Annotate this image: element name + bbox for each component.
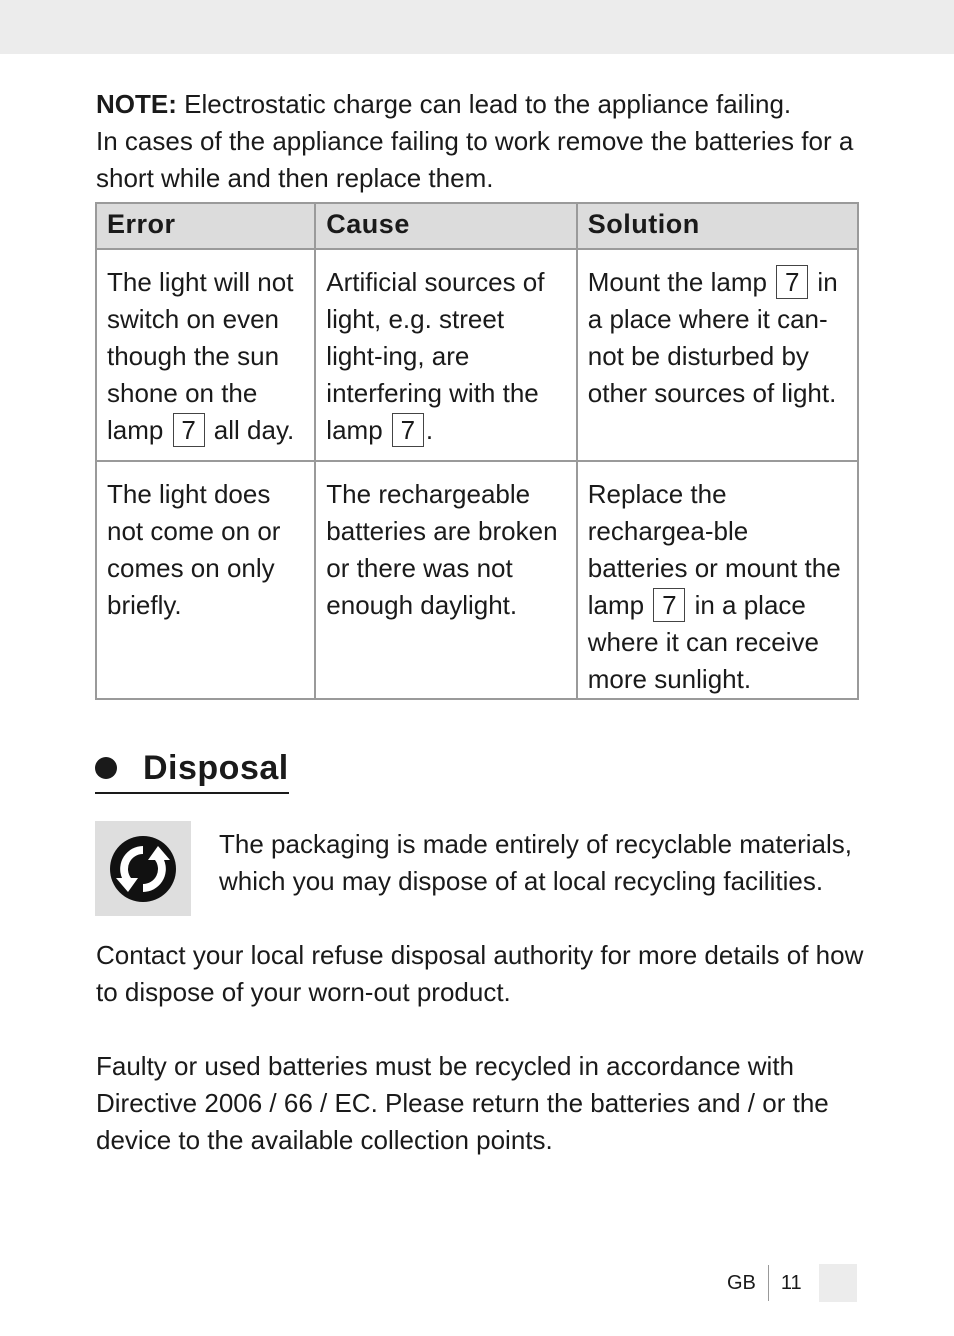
note-line2: In cases of the appliance failing to work remove the batteries for a short while and then replace them. xyxy=(96,126,854,193)
table-row xyxy=(96,461,858,699)
part-reference: 7 xyxy=(776,265,808,299)
cause-text: The rechargeable batteries are broken or there was not enough daylight. xyxy=(326,479,558,620)
solution-cell xyxy=(577,249,858,461)
solution-text-end: in a place where it can receive more sunlight. xyxy=(587,590,819,694)
header-cause: Cause xyxy=(315,203,576,249)
note-paragraph xyxy=(96,86,876,197)
page-number: 11 xyxy=(780,1272,802,1294)
disposal-heading xyxy=(95,744,289,794)
table-header-row xyxy=(96,203,858,249)
recycle-icon xyxy=(95,821,191,916)
solution-text-end: in a place where it can-not be disturbed by other sources of light. xyxy=(587,267,838,408)
note-label: NOTE: xyxy=(96,89,177,119)
footer-language: GB xyxy=(727,1265,769,1301)
disposal-heading-text: Disposal xyxy=(143,748,289,787)
page-footer xyxy=(727,1264,857,1302)
error-text-end: all day. xyxy=(206,415,295,445)
top-bar xyxy=(0,0,954,54)
solution-text: Mount the lamp xyxy=(587,267,775,297)
cause-text: Artificial sources of light, e.g. street light-ing, are interfering with the lamp xyxy=(326,267,545,445)
packaging-paragraph: The packaging is made entirely of recyclable materials, which you may dispose of at local recycling facilities. xyxy=(219,829,852,896)
header-error: Error xyxy=(96,203,315,249)
bullet-icon xyxy=(95,757,117,779)
note-line1: Electrostatic charge can lead to the appliance failing. xyxy=(176,89,792,119)
part-reference: 7 xyxy=(392,413,424,447)
part-reference: 7 xyxy=(173,413,205,447)
footer-tab xyxy=(819,1264,857,1302)
part-reference: 7 xyxy=(653,588,685,622)
error-cell xyxy=(96,461,315,699)
cause-cell xyxy=(315,461,576,699)
batteries-paragraph: Faulty or used batteries must be recycled in accordance with Directive 2006 / 66 / EC. Please return the batteries and / or the device to the available collection points. xyxy=(96,1051,829,1155)
cause-text-end: . xyxy=(425,415,434,445)
troubleshooting-table xyxy=(95,202,859,700)
header-solution: Solution xyxy=(577,203,858,249)
solution-cell xyxy=(577,461,858,699)
error-text: The light does not come on or comes on only briefly. xyxy=(107,479,281,620)
solution-text: Replace the rechargea-ble batteries or mount the lamp xyxy=(587,479,841,620)
contact-paragraph: Contact your local refuse disposal authority for more details of how to dispose of your worn-out product. xyxy=(96,940,864,1007)
table-row xyxy=(96,249,858,461)
cause-cell xyxy=(315,249,576,461)
error-text: The light will not switch on even though the sun shone on the lamp xyxy=(107,267,294,445)
error-cell xyxy=(96,249,315,461)
